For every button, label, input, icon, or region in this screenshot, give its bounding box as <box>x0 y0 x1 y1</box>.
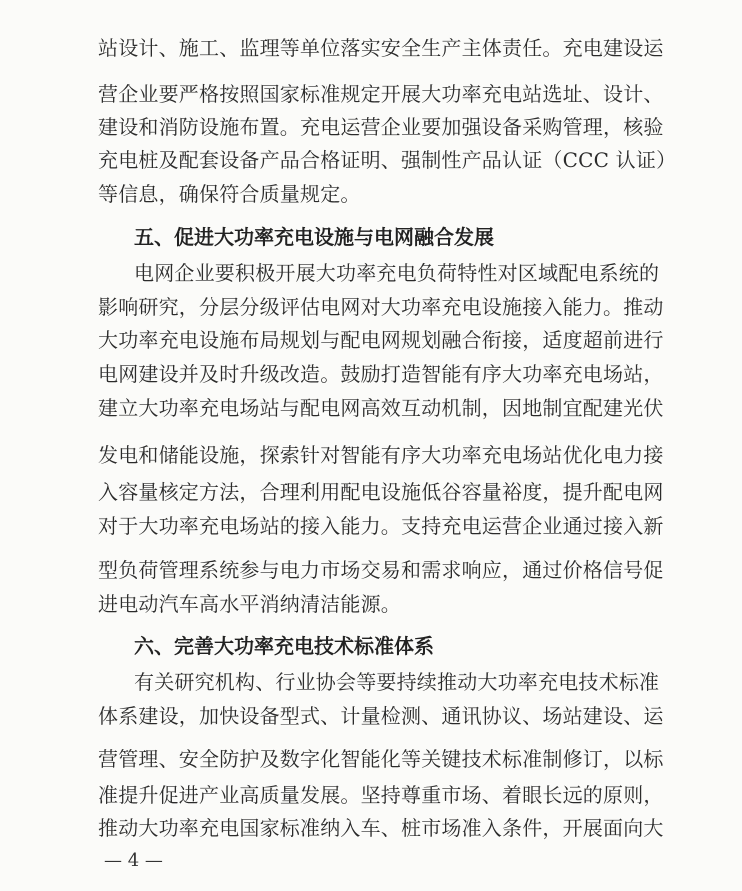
text-line: 有关研究机构、行业协会等要持续推动大功率充电技术标准 <box>134 670 660 694</box>
text-line: 站设计、施工、监理等单位落实安全生产主体责任。充电建设运 <box>98 36 664 60</box>
text-line: 型负荷管理系统参与电力市场交易和需求响应，通过价格信号促 <box>98 558 664 582</box>
text-line: 等信息，确保符合质量规定。 <box>98 182 361 206</box>
text-line: 营企业要严格按照国家标准规定开展大功率充电站选址、设计、 <box>98 82 664 106</box>
section-heading: 五、促进大功率充电设施与电网融合发展 <box>134 225 494 249</box>
text-line: 营管理、安全防护及数字化智能化等关键技术标准制修订，以标 <box>98 747 664 771</box>
text-line: 对于大功率充电场站的接入能力。支持充电运营企业通过接入新 <box>98 514 664 538</box>
page-number: — 4 — <box>104 850 163 871</box>
text-line: 建立大功率充电场站与配电网高效互动机制，因地制宜配建光伏 <box>98 396 664 420</box>
text-line: 体系建设，加快设备型式、计量检测、通讯协议、场站建设、运 <box>98 704 664 728</box>
text-line: 发电和储能设施，探索针对智能有序大功率充电场站优化电力接 <box>98 443 664 467</box>
text-line: 影响研究，分层分级评估电网对大功率充电设施接入能力。推动 <box>98 295 664 319</box>
text-line: 准提升促进产业高质量发展。坚持尊重市场、着眼长远的原则， <box>98 783 664 807</box>
text-line: 入容量核定方法，合理利用配电设施低谷容量裕度，提升配电网 <box>98 480 664 504</box>
text-line: 电网建设并及时升级改造。鼓励打造智能有序大功率充电场站， <box>98 362 664 386</box>
text-line: 进电动汽车高水平消纳清洁能源。 <box>98 592 401 616</box>
text-line: 电网企业要积极开展大功率充电负荷特性对区域配电系统的 <box>134 261 660 285</box>
text-line: 建设和消防设施布置。充电运营企业要加强设备采购管理，核验 <box>98 115 664 139</box>
text-line: 大功率充电设施布局规划与配电网规划融合衔接，适度超前进行 <box>98 328 664 352</box>
section-heading: 六、完善大功率充电技术标准体系 <box>134 634 434 658</box>
text-line: 推动大功率充电国家标准纳入车、桩市场准入条件，开展面向大 <box>98 816 664 840</box>
text-line: 充电桩及配套设备产品合格证明、强制性产品认证（CCC 认证） <box>98 148 677 172</box>
